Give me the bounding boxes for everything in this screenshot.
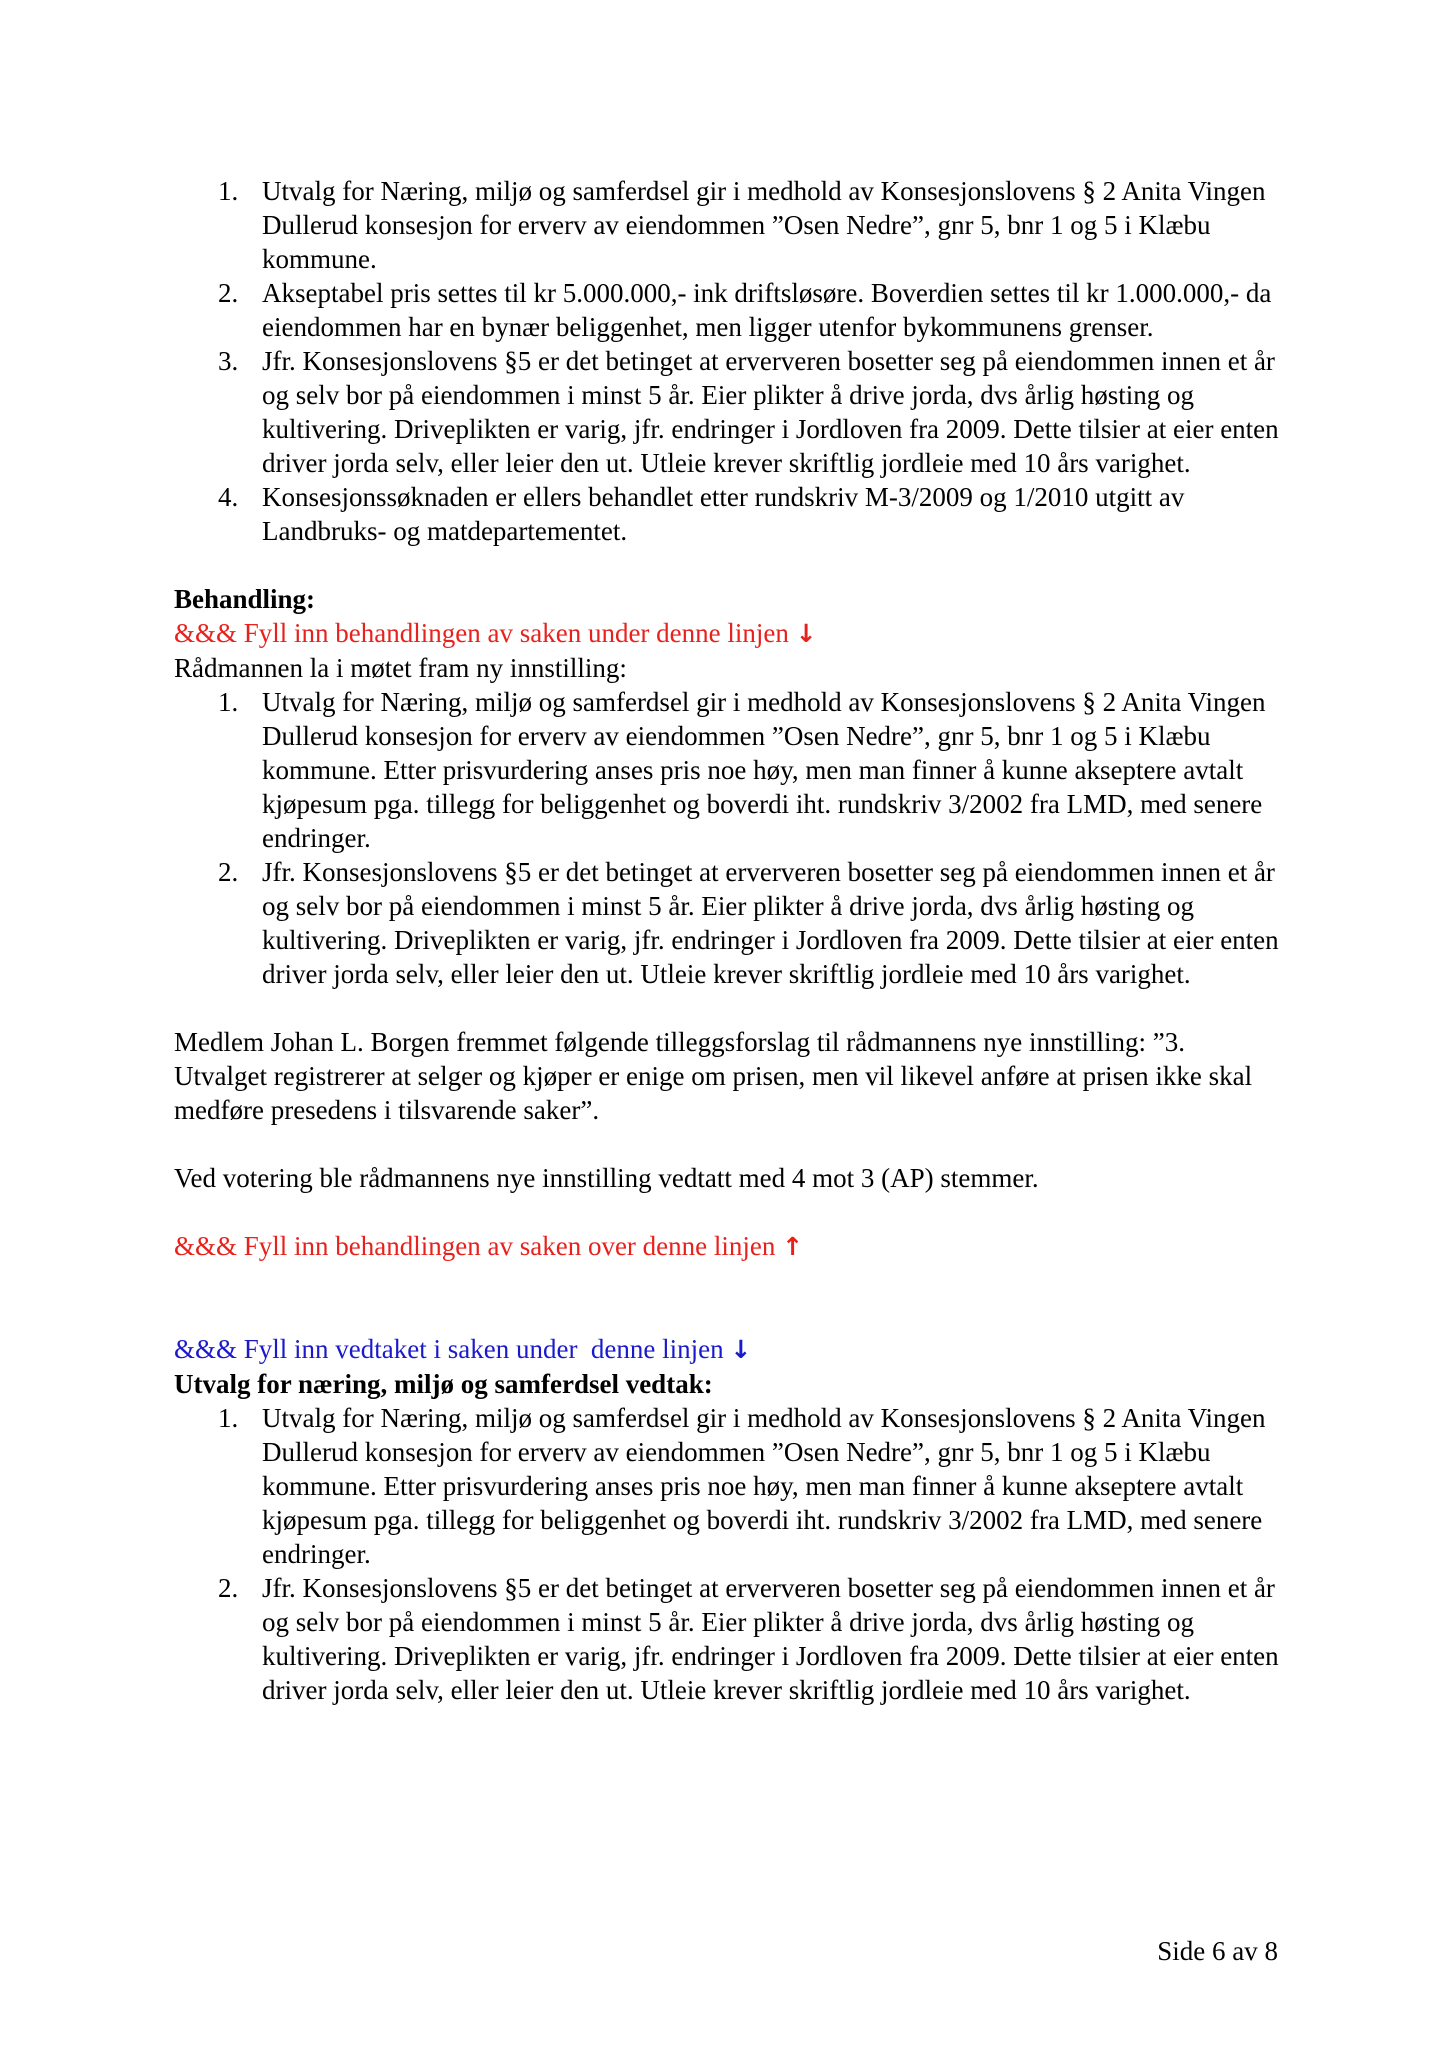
list-item-text: Akseptabel pris settes til kr 5.000.000,- ink driftsløsøre. Boverdien settes til kr 1.000.000,- da eiendommen har en bynær beliggenhet, men ligger utenfor bykommunens grenser. [262, 278, 1272, 342]
list-number: 4. [218, 482, 239, 512]
numbered-list-vedtak [174, 1401, 1284, 1707]
spacer [174, 1264, 1284, 1332]
page-number: Side 6 av 8 [1157, 1936, 1278, 1966]
list-number: 2. [218, 1573, 239, 1603]
list-item [174, 1401, 1284, 1571]
spacer [174, 991, 1284, 1025]
list-item [174, 1571, 1284, 1707]
behandling-start-marker [174, 616, 1284, 651]
votering-paragraph: Ved votering ble rådmannens nye innstilling vedtatt med 4 mot 3 (AP) stemmer. [174, 1163, 1039, 1193]
list-item-text: Konsesjonssøknaden er ellers behandlet etter rundskriv M-3/2009 og 1/2010 utgitt av Landbruks- og matdepartementet. [262, 482, 1185, 546]
vedtak-heading: Utvalg for næring, miljø og samferdsel vedtak: [174, 1369, 713, 1399]
marker-text: &&& Fyll inn behandlingen av saken under denne linjen [174, 618, 789, 648]
list-item [174, 276, 1284, 344]
vedtak-start-marker [174, 1332, 1284, 1367]
numbered-list-innstilling [174, 174, 1284, 548]
spacer [174, 1127, 1284, 1161]
list-number: 1. [218, 687, 239, 717]
list-item-text: Jfr. Konsesjonslovens §5 er det betinget at erververen bosetter seg på eiendommen innen et år og selv bor på eiendommen i minst 5 år. Eier plikter å drive jorda, dvs årlig høsting og kultivering. Driveplikten er varig, jfr. endringer i Jordloven fra 2009. Dette tilsier at eier enten driver jorda selv, eller leier den ut. Utleie krever skriftlig jordleie med 10 års varighet. [262, 1573, 1279, 1705]
list-number: 1. [218, 176, 239, 206]
list-item-text: Jfr. Konsesjonslovens §5 er det betinget at erververen bosetter seg på eiendommen innen et år og selv bor på eiendommen i minst 5 år. Eier plikter å drive jorda, dvs årlig høsting og kultivering. Driveplikten er varig, jfr. endringer i Jordloven fra 2009. Dette tilsier at eier enten driver jorda selv, eller leier den ut. Utleie krever skriftlig jordleie med 10 års varighet. [262, 857, 1279, 989]
spacer [174, 1195, 1284, 1229]
behandling-intro: Rådmannen la i møtet fram ny innstilling: [174, 653, 627, 683]
list-item-text: Jfr. Konsesjonslovens §5 er det betinget at erververen bosetter seg på eiendommen innen et år og selv bor på eiendommen i minst 5 år. Eier plikter å drive jorda, dvs årlig høsting og kultivering. Driveplikten er varig, jfr. endringer i Jordloven fra 2009. Dette tilsier at eier enten driver jorda selv, eller leier den ut. Utleie krever skriftlig jordleie med 10 års varighet. [262, 346, 1279, 478]
arrow-up-icon: ↑ [782, 1232, 804, 1261]
list-number: 3. [218, 346, 239, 376]
list-item-text: Utvalg for Næring, miljø og samferdsel gir i medhold av Konsesjonslovens § 2 Anita Vingen Dullerud konsesjon for erverv av eiendommen ”Osen Nedre”, gnr 5, bnr 1 og 5 i Klæbu kommune. Etter prisvurdering anses pris noe høy, men man finner å kunne akseptere avtalt kjøpesum pga. tillegg for beliggenhet og boverdi iht. rundskriv 3/2002 fra LMD, med senere endringer. [262, 1403, 1266, 1569]
list-item [174, 174, 1284, 276]
list-number: 2. [218, 857, 239, 887]
behandling-end-marker [174, 1229, 1284, 1264]
arrow-down-icon: ↓ [730, 1335, 752, 1364]
list-number: 1. [218, 1403, 239, 1433]
list-item [174, 344, 1284, 480]
marker-text: &&& Fyll inn behandlingen av saken over denne linjen [174, 1231, 776, 1261]
list-item-text: Utvalg for Næring, miljø og samferdsel gir i medhold av Konsesjonslovens § 2 Anita Vingen Dullerud konsesjon for erverv av eiendommen ”Osen Nedre”, gnr 5, bnr 1 og 5 i Klæbu kommune. Etter prisvurdering anses pris noe høy, men man finner å kunne akseptere avtalt kjøpesum pga. tillegg for beliggenhet og boverdi iht. rundskriv 3/2002 fra LMD, med senere endringer. [262, 687, 1266, 853]
spacer [174, 548, 1284, 582]
tilleggsforslag-paragraph: Medlem Johan L. Borgen fremmet følgende tilleggsforslag til rådmannens nye innstilling: ”3. Utvalget registrerer at selger og kjøper er enige om prisen, men vil likevel anføre at prisen ikke skal medføre presedens i tilsvarende saker”. [174, 1027, 1253, 1125]
list-number: 2. [218, 278, 239, 308]
list-item [174, 855, 1284, 991]
behandling-heading: Behandling: [174, 584, 316, 614]
list-item [174, 480, 1284, 548]
document-body [174, 174, 1284, 1707]
list-item-text: Utvalg for Næring, miljø og samferdsel gir i medhold av Konsesjonslovens § 2 Anita Vingen Dullerud konsesjon for erverv av eiendommen ”Osen Nedre”, gnr 5, bnr 1 og 5 i Klæbu kommune. [262, 176, 1266, 274]
list-item [174, 685, 1284, 855]
marker-text: &&& Fyll inn vedtaket i saken under denne linjen [174, 1334, 724, 1364]
numbered-list-ny-innstilling [174, 685, 1284, 991]
arrow-down-icon: ↓ [795, 619, 817, 648]
